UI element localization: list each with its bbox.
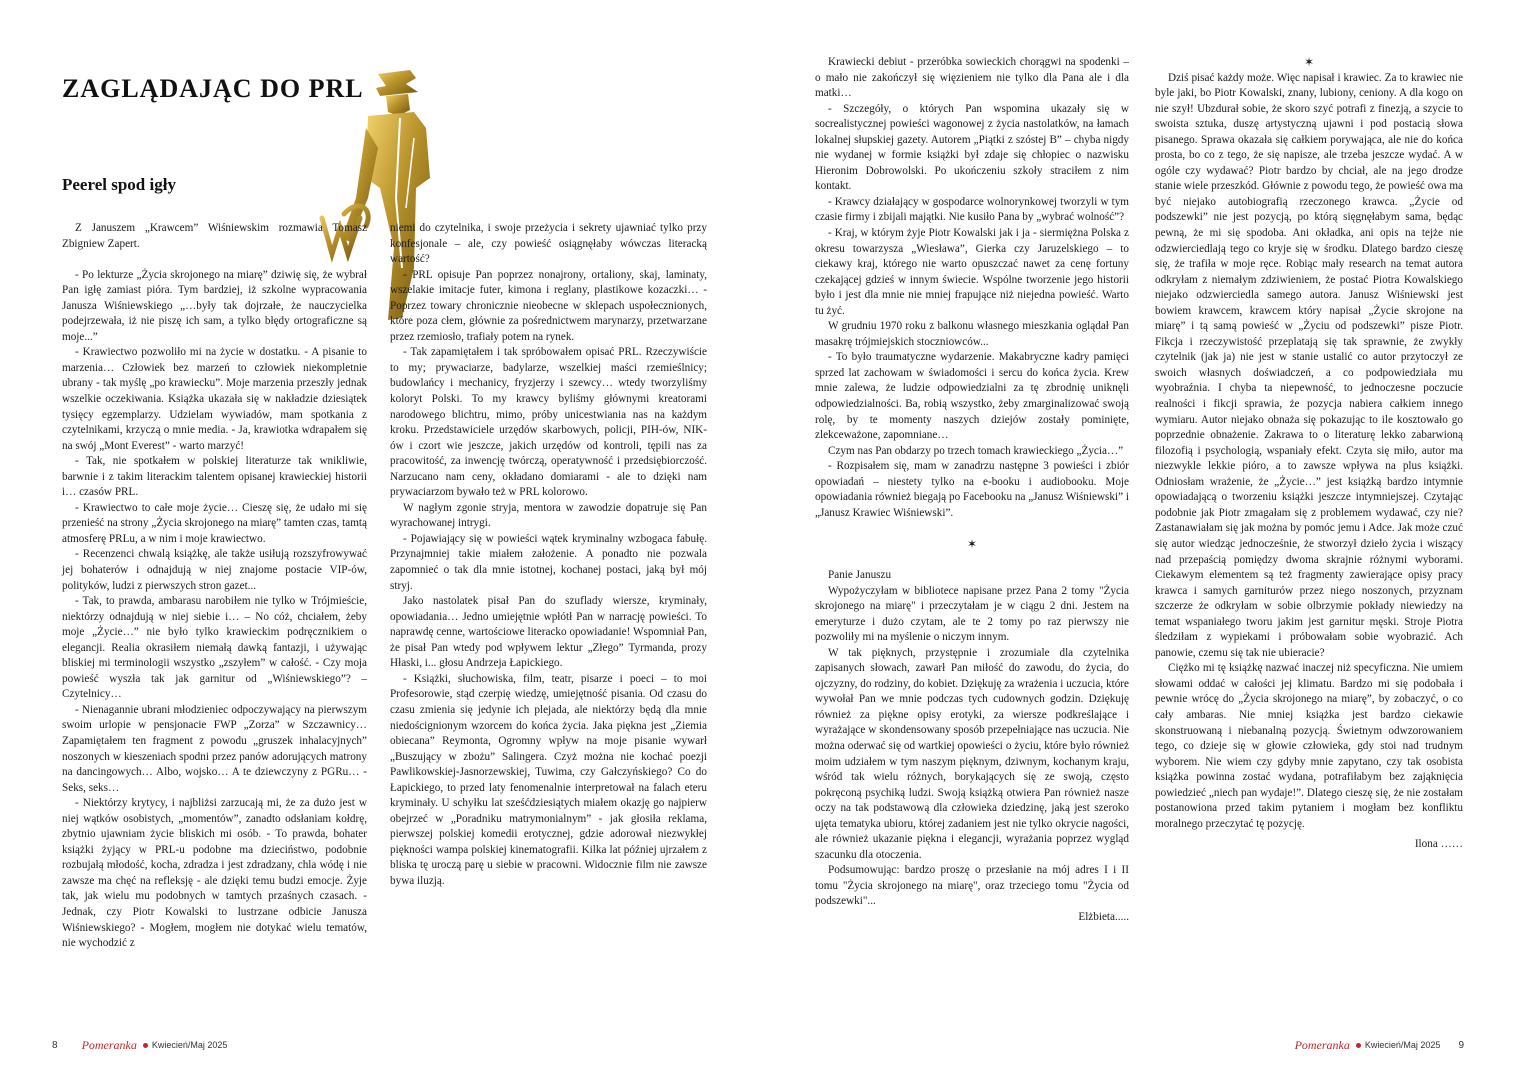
article-subtitle: Peerel spod igły [62, 175, 176, 194]
paragraph: W grudniu 1970 roku z balkonu własnego mieszkania oglądał Pan masakrę trójmiejskich stoczniowców... [815, 320, 1129, 348]
separator-dot-icon [143, 1043, 148, 1048]
page-number: 9 [1458, 1039, 1464, 1051]
magazine-logo: Pomeranka [1294, 1037, 1350, 1052]
signature-elzbieta: Elżbieta..... [1078, 910, 1129, 923]
page-footer [52, 1038, 227, 1052]
paragraph: - Książki, słuchowiska, film, teatr, pisarze i poeci – to moi Profesorowie, stąd czerpię wiedzę, umiejętność pisania. Od czasu do czasu zmienia się jedynie ich plejada, ale niektórzy będą dla mnie niedoścignionym wzorcem do końca życia. Jaka piękna jest „Ziemia obiecana” Reymonta, Ogromny wpływ na moje pisanie wywarł „Buszujący w zbożu” Salingera. Czyż można nie kochać poezji Pawlikowskiej-Jasnorzewskiej, Tuwima, czy Gałczyńskiego? Co do Łapickiego, to przed laty fenomenalnie interpretował na falach eteru kryminały. U schyłku lat sześćdziesiątych miałem okazję go najpierw obejrzeć w „Poradniku matrymonialnym” - jak głosiła reklama, pierwszej polskiej komedii erotycznej, gdzie adorował niezwykłej piękności wampa polskiej kinematografii. Kilka lat później ujrzałem z bliska tę uroczą parę u siebie w pracowni. Widocznie film nie zawsze bywa iluzją. [390, 672, 707, 887]
left-column-2 [390, 221, 707, 890]
paragraph: - To było traumatyczne wydarzenie. Makabryczne kadry pamięci sprzed lat zachowam w świadomości i sercu do końca życia. Krew mnie zalewa, że ludzie odpowiedzialni za tę zbrodnię uniknęli odpowiedzialności. Ba, robią wszystko, żeby zmarginalizować swoją rolę, by te momenty naszych dziejów zostały pominięte, zlekceważone, zapomniane… [815, 351, 1129, 442]
paragraph: Wypożyczyłam w bibliotece napisane przez Pana 2 tomy "Życia skrojonego na miarę" i przeczytałam je w ciągu 2 dni. Jestem na emeryturze i dużo czytam, ale te 2 tomy po raz pierwszy nie pozwoliły mi na myślenie o niczym innym. [815, 584, 1129, 644]
left-column-1 [62, 221, 367, 952]
paragraph: Ciężko mi tę książkę nazwać inaczej niż specyficzna. Nie umiem słowami oddać w całości jej klimatu. Bardzo mi się podobała i pewnie wrócę do „Życia skrojonego na miarę”, by zobaczyć, o co cały ambaras. Nie mniej książka jest bardzo ciekawie skonstruowaną i niebanalną pozycją. Świetnym odwzorowaniem tego, co dzieje się w głowie człowieka, gdy stoi nad trudnym wyborem. Nie wiem czy gdyby mnie zapytano, czy tak osobista książka powinna zostać wydana, potrafiłabym bez zająknięcia powiedzieć „niech pan wydaje!”. Dlatego cieszę się, że nie zostałam postanowiona przed takim pytaniem i mogłam bez konfliktu moralnego przeczytać tę pozycję. [1155, 662, 1463, 830]
paragraph: - Niektórzy krytycy, i najbliżsi zarzucają mi, że za dużo jest w niej wątków osobistych, „momentów”, zanadto odsłaniam kołdrę, zbytnio ujawniam życie bliskich mi osób. - To prawda, bohater książki żyjący w PRL-u podobne ma dzieciństwo, podobnie rozbujałą młodość, kocha, zdradza i jest zdradzany, chla wódę i nie zawsze ma chęć na refleksję - ale dzięki temu budzi emocje. Żyje tak, jak wielu mu podobnych w tamtych przaśnych czasach. - Jednak, czy Piotr Kowalski to lustrzane odbicie Janusza Wiśniewskiego? - Mogłem, mogłem nie dotykać wielu tematów, nie wychodzić z [62, 797, 367, 950]
paragraph: Podsumowując: bardzo proszę o przesłanie na mój adres I i II tomu "Życia skrojonego na miarę", oraz trzeciego tomu "Życia od podszewki"... [815, 864, 1129, 908]
right-column-2 [1155, 55, 1463, 853]
paragraph: - Szczegóły, o których Pan wspomina ukazały się w socrealistycznej powieści wagonowej z życia nastolatków, na łamach lokalnej słupskiej gazety. Autorem „Piątki z szóstej B” – chyba nigdy nie wydanej w formie książki był zdaje się chłopiec o nazwisku Hieronim Dobrowolski. Po ukończeniu szkoły straciłem z nim kontakt. [815, 102, 1129, 193]
paragraph: - Krawiectwo to całe moje życie… Cieszę się, że udało mi się przenieść na strony „Życia skrojonego na miarę” tamten czas, tamtą atmosferę PRLu, a w nim i moje krawiectwo. [62, 501, 367, 545]
paragraph: - Po lekturze „Życia skrojonego na miarę” dziwię się, że wybrał Pan igłę zamiast pióra. Tym bardziej, iż szkolne wypracowania Janusza Wiśniewskiego „…były tak dojrzałe, że nauczycielka podejrzewała, iż nie piszę ich sam, a tylko błędy ortograficzne są moje...” [62, 268, 367, 343]
paragraph: Jako nastolatek pisał Pan do szuflady wiersze, kryminały, opowiadania… Jedno umiejętnie wpłótł Pan w narrację powieści. To naprawdę cenne, wartościowe literacko opowiadanie! Wspomniał Pan, że pisał Pan wtedy pod wpływem lektur „Złego” Tyrmanda, prozy Hłaski, i... głosu Andrzeja Łapickiego. [390, 595, 707, 670]
right-column-1 [815, 55, 1129, 926]
magazine-logo: Pomeranka [81, 1037, 137, 1052]
paragraph: - Tak zapamiętałem i tak spróbowałem opisać PRL. Rzeczywiście to my; prywaciarze, badylarze, wszelkiej maści rzemieślnicy; budowlańcy i mechanicy, fryzjerzy i szewcy… wtedy tworzyliśmy koloryt Polski. To my krawcy byliśmy głównymi kreatorami narodowego blichtru, mimo, próby unicestwiania nas na każdym kroku. Przedstawiciele urzędów skarbowych, policji, PIH-ów, NIK-ów i czort wie jeszcze, jakich urzędów od kontroli, tępili nas za pracowitość, za inwencję twórczą, operatywność i przedsiębiorczość. Narzucano nam ceny, okładano domiarami - ale to dzięki nam prywaciarzom bywało też w PRL kolorowo. [390, 346, 707, 499]
page-footer [1293, 1038, 1464, 1052]
paragraph: - Kraj, w którym żyje Piotr Kowalski jak i ja - siermiężna Polska z okresu towarzysza „Wiesława”, Gierka czy Jaruzelskiego – to ciekawy kraj, którego nie warto opuszczać nawet za cenę fortuny czekającej gdzieś w innym świecie. Wspólne tworzenie jego historii było i jest dla mnie nie mniej frapujące niż niejedna powieść. Warto tu żyć. [815, 227, 1129, 317]
paragraph: W tak pięknych, przystępnie i zrozumiale dla czytelnika zapisanych słowach, zawarł Pan miłość do zawodu, do życia, do ojczyzny, do rodziny, do kobiet. Dziękuję za wrażenia i uczucia, które wywołał Pan we mnie podczas tych cudownych godzin. Dziękuję również za piękne opisy erotyki, za wiersze podkreślające i wyrażające w skondensowany sposób przepełniające nas uczucia. Nie można oderwać się od wartkiej opowieści o życiu, które było również moim udziałem w tym naszym pięknym, dziwnym, kochanym kraju, wśród tak wielu różnych, borykających się ze swoją, często pokręconą psychiką ludzi. Swoją książką otwiera Pan również nasze oczy na tak podstawową dla człowieka dziedzinę, jaką jest szeroko ujęta tematyka ubioru, której zadaniem jest nie tylko okrycie nagości, ale również ukazanie piękna i elegancji, wyrażania poprzez wygląd szacunku dla otoczenia. [815, 646, 1129, 861]
right-page [758, 0, 1516, 1080]
paragraph: - Nienagannie ubrani młodzieniec odpoczywający na pierwszym swoim urlopie w pensjonacie FWP „Zorza” w Szczawnicy… Zapamiętałem ten fragment z powodu „gruszek inhalacyjnych” noszonych w kieszeniach spodni przez panów adorujących matrony na dancingowych… Albo, wojsko… A te dziewczyny z PGRu… - Seks, seks… [62, 703, 367, 794]
paragraph: - Tak, nie spotkałem w polskiej literaturze tak wnikliwie, barwnie i z takim literackim talentem opisanej krawieckiej historii i… czasów PRL. [62, 455, 367, 499]
section-separator-star-icon: ✶ [966, 536, 978, 551]
article-title: ZAGLĄDAJĄC DO PRL [62, 74, 364, 103]
paragraph: - Rozpisałem się, mam w zanadrzu następne 3 powieści i zbiór opowiadań – niestety tylko na e-booku i audiobooku. Moje opowiadania również biegają po Facebooku na „Janusz Wiśniewski” i „Janusz Krawiec Wiśniewski”. [815, 460, 1129, 519]
paragraph: Z Januszem „Krawcem” Wiśniewskim rozmawia Tomasz Zbigniew Zapert. [62, 222, 367, 250]
paragraph: Dziś pisać każdy może. Więc napisał i krawiec. Za to krawiec nie byle jaki, bo Piotr Kowalski, znany, lubiony, ceniony. A dla kogo on nie szył! Ubzdurał sobie, że skoro szyć potrafi z finezją, a szycie to swoista sztuka, duszę artystyczną ujawni i pod postacią słowa pisanego. Sprawa okazała się całkiem porywająca, ale nie do końca prosta, bo co z tego, że się napisze, ale trzeba jeszcze wydać. A w ogóle czy wydawać? Piotr bardzo by chciał, ale na jego drodze stanie wiele przeszkód. Głównie z powodu tego, że powieść owa ma być niejako autobiografią rzeczonego krawca. „Życie od podszewki” nie jest pozycją, po którą sięgnęłabym sama, będąc pewną, że mi się spodoba. Ani okładka, ani opis na tejże nie odzwierciedlają tego co kryje się w środku. Dlatego bardzo cieszę się, że trafiła w moje ręce. Robiąc mały research na temat autora odkryłam z niemałym zdziwieniem, że postać Piotra Kowalskiego niejako odzwierciedla samego autora. Janusz Wiśniewski jest bowiem krawcem, krawcem który napisał „Życie skrojone na miarę” i tą samą powieść w „Życiu od podszewki” pisze Piotr. Fikcja i rzeczywistość przeplatają się tak sprawnie, że zwykły czytelnik (jak ja) nie jest w stanie ustalić co autor przytoczył ze swoich własnych doświadczeń, a co podpowiedziała mu wyobraźnia. I chyba ta niepewność, to jednoczesne poczucie realności i fikcji sprawia, że pozycja nabiera całkiem innego wymiaru. Autor niejako obnaża się pokazując to ile kosztowało go poprzednie obnażenie. Zakrawa to o literaturę lekko zabarwioną filozofią i psychologią, wspaniały efekt. Czyta się miło, autor ma niezwykle lekkie pióro, a to zawsze wpływa na plus książki. Odniosłam wrażenie, że „Życie…” jest książką bardzo intymnie opowiadającą o tworzeniu książki jeszcze intymniejszej. Czytając podobnie jak Piotr zmagałam się z problemem wydawać, czy nie? Zastanawiałam się jak można by pomóc jemu i Adce. Jak może czuć się autor wiedząc jednocześnie, że stworzył dzieło życia i wiszący nad przepaścią pomiędzy dwoma skrajnie różnymi wyborami. Ciekawym elementem są też fragmenty zawierające opisy pracy krawca i samych garniturów przez niego noszonych, przyznam szczerze że odkryłam w sobie olbrzymie pokłady niewiedzy na temat wspaniałego tworu jakim jest garnitur męski. Stroje Piotra śledziłam z wypiekami i próbowałam sobie wyobrazić. Ach panowie, czemu się tak nie ubieracie? [1155, 71, 1463, 659]
paragraph: Panie Januszu [828, 568, 892, 581]
paragraph: - Pojawiający się w powieści wątek kryminalny wzbogaca fabułę. Przynajmniej takie miałem założenie. A ponadto nie pozwala zapomnieć o tak dla mnie istotnej, kochanej postaci, jaką był mój stryj. [390, 532, 707, 592]
paragraph: Czym nas Pan obdarzy po trzech tomach krawieckiego „Życia…” [828, 444, 1124, 457]
paragraph: - Tak, to prawda, ambarasu narobiłem nie tylko w Trójmieście, niektórzy odnajdują w niej siebie i… – No cóż, chciałem, żeby moje „Życie…” nie było tylko krawieckim podręcznikiem o elegancji. Realia okrasiłem niemałą dawką fantazji, i używając bliskiej mi terminologii wszystko „zszyłem” w całość. - Czy moja powieść wyszła tak jak garnitur od „Wiśniewskiego”? – Czytelnicy… [62, 595, 367, 701]
signature-ilona: Ilona …… [1414, 838, 1463, 851]
issue-label: Kwiecień/Maj 2025 [151, 1040, 228, 1050]
paragraph: W nagłym zgonie stryja, mentora w zawodzie dopatruje się Pan wyrachowanej intrygi. [390, 501, 707, 530]
paragraph: Krawiecki debiut - przeróbka sowieckich chorągwi na spodenki – o mało nie zakończył się więzieniem nie tylko dla Pana ale i dla matki… [815, 56, 1129, 100]
paragraph: - Recenzenci chwalą książkę, ale także usiłują rozszyfrowywać jej bohaterów i odnajdują w niej znajome postacie VIP-ów, polityków, ludzi z pierwszych stron gazet... [62, 548, 367, 592]
issue-label: Kwiecień/Maj 2025 [1364, 1040, 1441, 1050]
paragraph: niemi do czytelnika, i swoje przeżycia i sekrety ujawniać tylko przy konfesjonale – ale, czy powieść osiągnęłaby wówczas literacką wartość? [390, 222, 707, 266]
separator-dot-icon [1356, 1043, 1361, 1048]
paragraph: - PRL opisuje Pan poprzez nonajrony, ortaliony, skaj, laminaty, wszelakie imitacje futer, kimona i reglany, plastikowe kozaczki… - Poprzez towary chronicznie nieobecne w sklepach uspołecznionych, które poza cłem, głównie za pośrednictwem marynarzy, przetwarzane przez rzemiosło, trafiały potem na rynek. [390, 268, 707, 343]
paragraph: - Krawiectwo pozwoliło mi na życie w dostatku. - A pisanie to marzenia… Człowiek bez marzeń to człowiek niekompletnie ubrany - tak myślę „po krawiecku”. Moje marzenia przeszły jednak wszelkie oczekiwania. Książka ukazała się w nakładzie dziesiątek tysięcy egzemplarzy. Udzielam wywiadów, mam spotkania z czytelnikami, krzyczą o mnie media. - Ja, krawiotka wdrapałem się na swój „Mont Everest” - warto marzyć! [62, 346, 367, 452]
page-number: 8 [52, 1039, 58, 1051]
section-separator-star-icon: ✶ [1303, 55, 1315, 69]
paragraph: - Krawcy działający w gospodarce wolnorynkowej tworzyli w tym czasie firmy i zbijali majątki. Nie kusiło Pana by „wybrać wolność”? [815, 195, 1129, 224]
